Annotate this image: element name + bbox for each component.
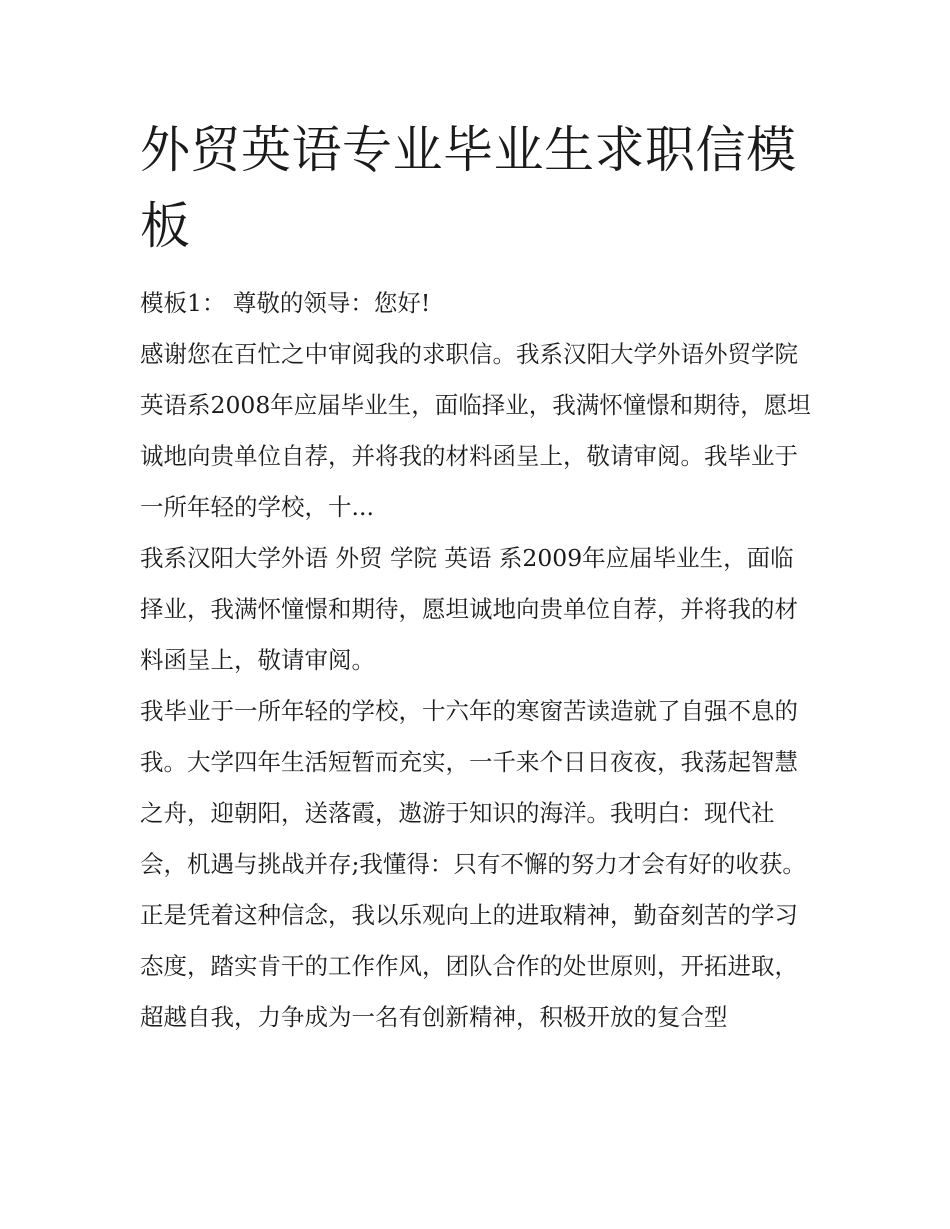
document-title: 外贸英语专业毕业生求职信模板: [140, 121, 797, 255]
paragraph-self-recommendation: 我系汉阳大学外语 外贸 学院 英语 系2009年应届毕业生，面临择业，我满怀憧憬和期待，愿坦诚地向贵单位自荐，并将我的材料函呈上，敬请审阅。: [140, 544, 798, 674]
document-body: [140, 278, 812, 1043]
paragraph-greeting: 模板1： 尊敬的领导：您好!: [140, 289, 431, 317]
paragraph-background: 我毕业于一所年轻的学校，十六年的寒窗苦读造就了自强不息的我。大学四年生活短暂而充实，一千来个日日夜夜，我荡起智慧之舟，迎朝阳，送落霞，遨游于知识的海洋。我明白：现代社会，机遇与挑战并存;我懂得：只有不懈的努力才会有好的收获。正是凭着这种信念，我以乐观向上的进取精神，勤奋刻苦的学习态度，踏实肯干的工作作风，团队合作的处世原则，开拓进取，超越自我，力争成为一名有创新精神，积极开放的复合型: [140, 697, 806, 1031]
paragraph-intro: 感谢您在百忙之中审阅我的求职信。我系汉阳大学外语外贸学院英语系2008年应届毕业生，面临择业，我满怀憧憬和期待，愿坦诚地向贵单位自荐，并将我的材料函呈上，敬请审阅。我毕业于一所年轻的学校，十...: [140, 340, 811, 521]
